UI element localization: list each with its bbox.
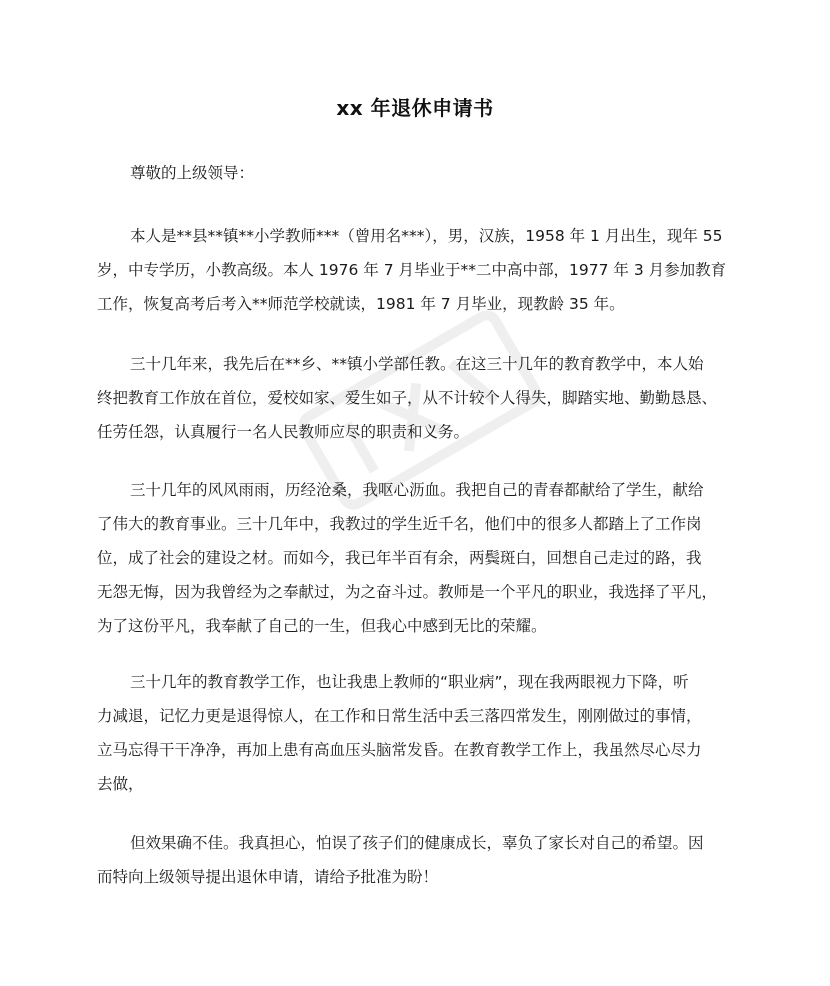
paragraph-line: 但效果确不佳。我真担心，怕误了孩子们的健康成长，辜负了家长对自己的希望。因	[130, 834, 704, 852]
paragraph-line: 三十几年来，我先后在**乡、**镇小学部任教。在这三十几年的教育教学中，本人始	[130, 355, 704, 373]
paragraph-line: 无怨无悔，因为我曾经为之奉献过，为之奋斗过。教师是一个平凡的职业，我选择了平凡，	[97, 583, 718, 601]
paragraph-4	[97, 665, 737, 801]
paragraph-line: 位，成了社会的建设之材。而如今，我已年半百有余，两鬓斑白，回想自己走过的路，我	[97, 549, 702, 567]
paragraph-line: 任劳任怨，认真履行一名人民教师应尽的职责和义务。	[97, 423, 470, 441]
paragraph-line: 立马忘得干干净净，再加上患有高血压头脑常发昏。在教育教学工作上，我虽然尽心尽力	[97, 741, 702, 759]
paragraph-line: 而特向上级领导提出退休申请，请给予批准为盼！	[97, 868, 439, 886]
document-title: xx 年退休申请书	[336, 96, 494, 120]
paragraph-line: 三十几年的教育教学工作，也让我患上教师的“职业病”，现在我两眼视力下降，听	[130, 673, 689, 691]
paragraph-3	[97, 473, 737, 643]
paragraph-5	[97, 826, 737, 894]
paragraph-line: 了伟大的教育事业。三十几年中，我教过的学生近千名，他们中的很多人都踏上了工作岗	[97, 515, 702, 533]
paragraph-1	[97, 219, 737, 321]
paragraph-line: 本人是**县**镇**小学教师***（曾用名***），男，汉族，1958 年 1 月出生，现年 55	[130, 227, 723, 245]
paragraph-line: 三十几年的风风雨雨，历经沧桑，我呕心沥血。我把自己的青春都献给了学生，献给	[130, 481, 704, 499]
salutation: 尊敬的上级领导：	[130, 164, 255, 182]
paragraph-line: 力减退，记忆力更是退得惊人，在工作和日常生活中丢三落四常发生，刚刚做过的事情，	[97, 707, 702, 725]
paragraph-line: 工作，恢复高考后考入**师范学校就读，1981 年 7 月毕业，现教龄 35 年。	[97, 295, 625, 313]
paragraph-line: 为了这份平凡，我奉献了自己的一生，但我心中感到无比的荣耀。	[97, 617, 547, 635]
paragraph-line: 岁，中专学历，小教高级。本人 1976 年 7 月毕业于**二中高中部，1977 年 3 月参加教育	[97, 261, 727, 279]
paragraph-line: 去做，	[97, 775, 144, 793]
paragraph-2	[97, 347, 737, 449]
paragraph-line: 终把教育工作放在首位，爱校如家、爱生如子，从不计较个人得失，脚踏实地、勤勤恳恳、	[97, 389, 718, 407]
